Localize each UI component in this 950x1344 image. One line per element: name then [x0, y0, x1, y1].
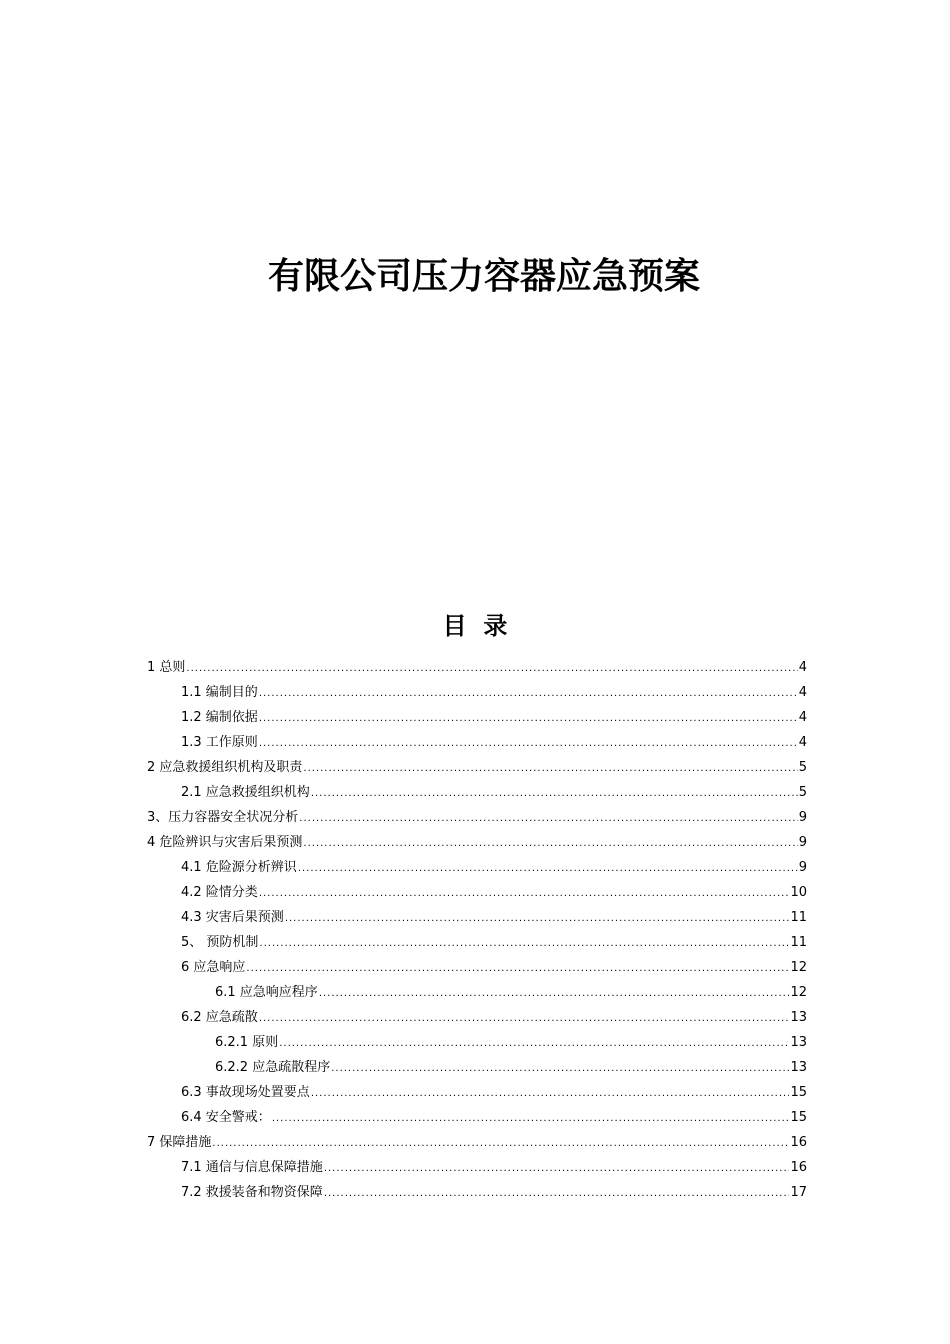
- toc-entry-page-number: 9: [798, 810, 807, 825]
- toc-entry-label: 7 保障措施: [147, 1135, 212, 1150]
- toc-entry-label: 4.2 险情分类: [181, 885, 258, 900]
- toc-entry-label: 6 应急响应: [181, 960, 246, 975]
- toc-entry-page-number: 9: [798, 860, 807, 875]
- toc-entry-page-number: 11: [790, 935, 807, 950]
- toc-leader-dots: [272, 1110, 790, 1128]
- toc-leader-dots: [246, 960, 789, 978]
- toc-entry-label: 1.3 工作原则: [181, 735, 258, 750]
- toc-entry-page-number: 5: [798, 785, 807, 800]
- toc-entry[interactable]: [147, 1153, 807, 1178]
- toc-entry-label: 6.3 事故现场处置要点: [181, 1085, 310, 1100]
- toc-entry-label: 5、 预防机制: [181, 935, 259, 950]
- toc-leader-dots: [298, 860, 798, 878]
- toc-leader-dots: [186, 660, 797, 678]
- toc-entry-label: 7.2 救援装备和物资保障: [181, 1185, 323, 1200]
- toc-leader-dots: [319, 985, 790, 1003]
- toc-entry-label: 6.2.1 原则: [215, 1035, 279, 1050]
- toc-entry[interactable]: [147, 903, 807, 928]
- toc-leader-dots: [259, 685, 798, 703]
- toc-entry-page-number: 17: [790, 1185, 807, 1200]
- toc-leader-dots: [285, 910, 790, 928]
- toc-entry[interactable]: [147, 1128, 807, 1153]
- toc-entry[interactable]: [147, 653, 807, 678]
- toc-entry-label: 3、压力容器安全状况分析: [147, 810, 299, 825]
- toc-leader-dots: [311, 785, 798, 803]
- toc-entry-label: 1.1 编制目的: [181, 685, 258, 700]
- toc-entry[interactable]: [147, 753, 807, 778]
- toc-leader-dots: [259, 735, 798, 753]
- toc-leader-dots: [331, 1060, 789, 1078]
- toc-entry-page-number: 16: [790, 1135, 807, 1150]
- toc-entry-page-number: 13: [790, 1060, 807, 1075]
- toc-entry[interactable]: [147, 703, 807, 728]
- toc-entry-label: 4.1 危险源分析辨识: [181, 860, 297, 875]
- toc-entry-page-number: 4: [798, 685, 807, 700]
- toc-entry[interactable]: [147, 1028, 807, 1053]
- toc-leader-dots: [259, 1010, 790, 1028]
- toc-leader-dots: [311, 1085, 790, 1103]
- toc-entry-page-number: 9: [798, 835, 807, 850]
- toc-entry-label: 4.3 灾害后果预测: [181, 910, 284, 925]
- toc-entry-page-number: 16: [790, 1160, 807, 1175]
- toc-entry[interactable]: [147, 853, 807, 878]
- toc-entry-page-number: 12: [790, 985, 807, 1000]
- toc-leader-dots: [324, 1185, 790, 1203]
- toc-entry-label: 7.1 通信与信息保障措施: [181, 1160, 323, 1175]
- toc-entry-page-number: 15: [790, 1085, 807, 1100]
- toc-leader-dots: [279, 1035, 789, 1053]
- toc-leader-dots: [259, 935, 789, 953]
- toc-entry[interactable]: [147, 778, 807, 803]
- toc-entry[interactable]: [147, 1053, 807, 1078]
- toc-entry-page-number: 4: [798, 735, 807, 750]
- toc-entry[interactable]: [147, 1178, 807, 1203]
- toc-entry-label: 6.2.2 应急疏散程序: [215, 1060, 331, 1075]
- toc-entry[interactable]: [147, 678, 807, 703]
- toc-entry[interactable]: [147, 828, 807, 853]
- toc-entry-page-number: 10: [790, 885, 807, 900]
- toc-entry-page-number: 15: [790, 1110, 807, 1125]
- toc-entry[interactable]: [147, 803, 807, 828]
- toc-leader-dots: [299, 810, 797, 828]
- toc-leader-dots: [303, 760, 797, 778]
- toc-entry[interactable]: [147, 728, 807, 753]
- toc-entry-page-number: 13: [790, 1035, 807, 1050]
- toc-entry-label: 6.2 应急疏散: [181, 1010, 258, 1025]
- toc-leader-dots: [212, 1135, 789, 1153]
- toc-entry-page-number: 4: [798, 710, 807, 725]
- toc-entry[interactable]: [147, 978, 807, 1003]
- toc-entry-page-number: 11: [790, 910, 807, 925]
- toc-entry-page-number: 13: [790, 1010, 807, 1025]
- toc-leader-dots: [324, 1160, 790, 1178]
- toc-entry-label: 6.4 安全警戒：: [181, 1110, 271, 1125]
- toc-entry[interactable]: [147, 1103, 807, 1128]
- toc-entry-label: 1.2 编制依据: [181, 710, 258, 725]
- toc-leader-dots: [303, 835, 797, 853]
- toc-entry-page-number: 12: [790, 960, 807, 975]
- toc-entry[interactable]: [147, 878, 807, 903]
- toc-entry[interactable]: [147, 1078, 807, 1103]
- toc-leader-dots: [259, 885, 790, 903]
- toc-leader-dots: [259, 710, 798, 728]
- toc-entry-label: 2 应急救援组织机构及职责: [147, 760, 303, 775]
- toc-entry[interactable]: [147, 928, 807, 953]
- toc-entry-label: 4 危险辨识与灾害后果预测: [147, 835, 303, 850]
- toc-heading: 目 录: [442, 611, 508, 640]
- toc-entry[interactable]: [147, 953, 807, 978]
- toc-entry-label: 6.1 应急响应程序: [215, 985, 318, 1000]
- toc-entry-page-number: 5: [798, 760, 807, 775]
- toc-entry-label: 2.1 应急救援组织机构: [181, 785, 310, 800]
- toc-entry-page-number: 4: [798, 660, 807, 675]
- document-title: 有限公司压力容器应急预案: [268, 255, 701, 297]
- toc-entry[interactable]: [147, 1003, 807, 1028]
- toc-entry-label: 1 总则: [147, 660, 186, 675]
- table-of-contents: [147, 653, 807, 1203]
